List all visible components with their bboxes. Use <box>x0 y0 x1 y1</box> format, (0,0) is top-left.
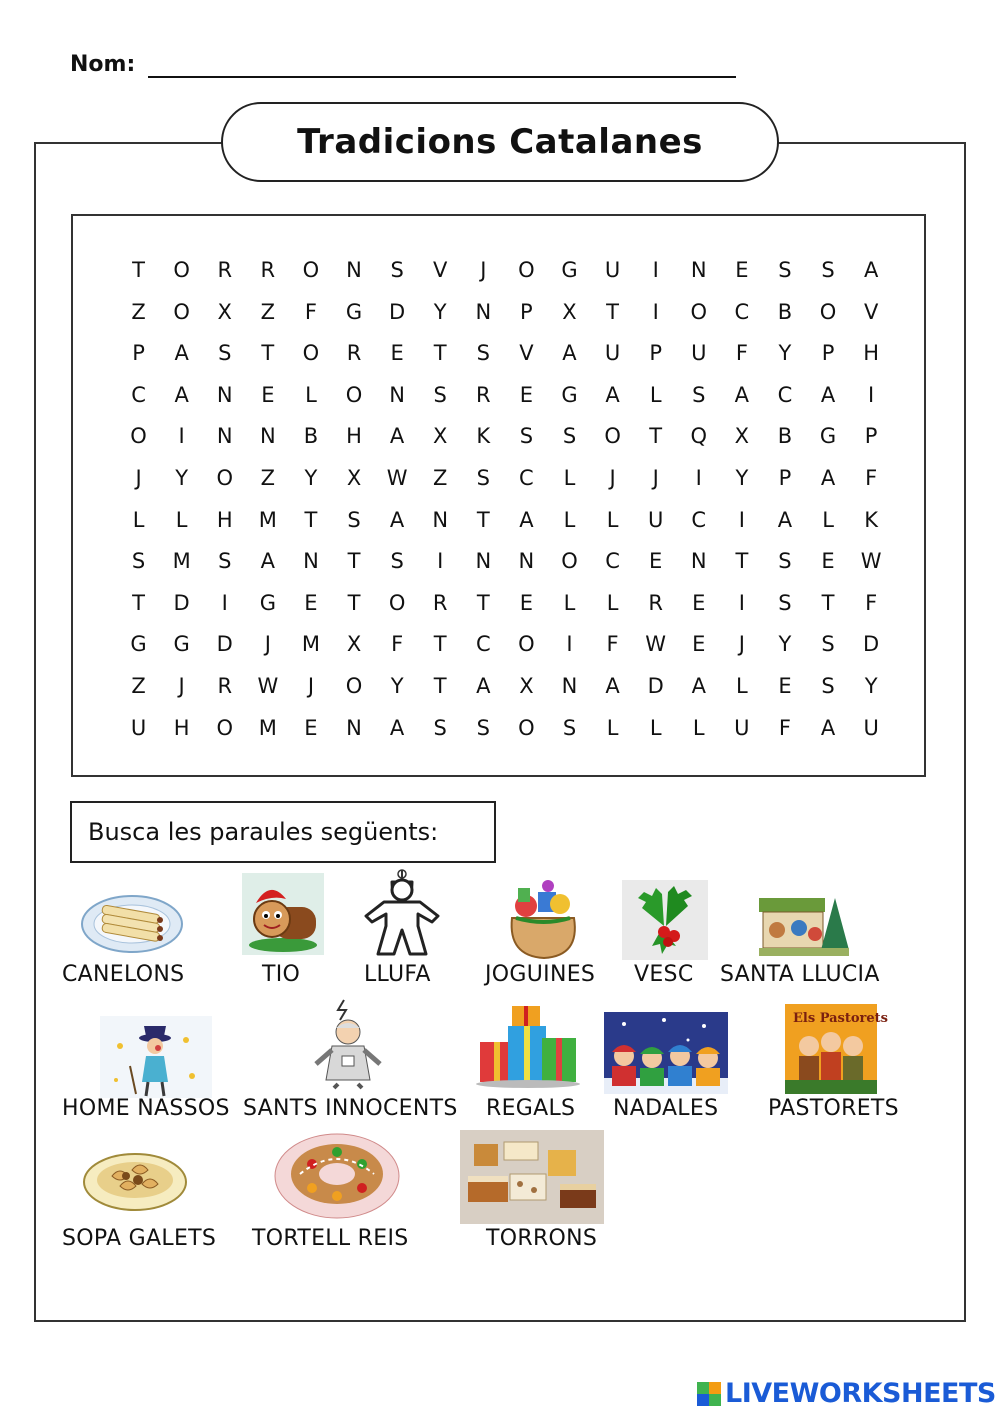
grid-letter[interactable]: A <box>820 382 836 407</box>
worksheet-title: Tradicions Catalanes <box>221 102 779 182</box>
grid-letter[interactable]: X <box>346 465 362 490</box>
grid-letter[interactable]: L <box>305 382 317 407</box>
grid-letter[interactable]: E <box>692 590 706 615</box>
grid-letter[interactable]: M <box>172 549 191 574</box>
grid-letter[interactable]: I <box>652 258 659 282</box>
grid-letter[interactable]: K <box>476 424 491 449</box>
grid-letter[interactable]: T <box>433 341 447 366</box>
grid-letter[interactable]: F <box>391 632 404 657</box>
grid-letter[interactable]: D <box>647 673 664 698</box>
grid-letter[interactable]: R <box>217 258 233 282</box>
grid-letter[interactable]: G <box>259 590 276 615</box>
word-search-grid <box>117 250 893 749</box>
gift-boxes-icon <box>472 1002 584 1088</box>
grid-letter[interactable]: X <box>346 632 362 657</box>
grid-letter[interactable]: S <box>390 258 404 282</box>
grid-letter[interactable]: T <box>433 673 447 698</box>
word-label-canelons: CANELONS <box>62 962 185 987</box>
grid-letter[interactable]: T <box>821 590 835 615</box>
grid-letter[interactable]: Y <box>778 632 792 657</box>
grid-letter[interactable]: H <box>173 715 190 740</box>
grid-letter[interactable]: J <box>738 632 745 657</box>
carol-singers-icon <box>604 1012 728 1094</box>
grid-letter[interactable]: O <box>130 424 147 449</box>
grid-letter[interactable]: Y <box>390 673 404 698</box>
grid-letter[interactable]: X <box>433 424 448 449</box>
grid-letter[interactable]: A <box>734 382 750 407</box>
grid-letter[interactable]: A <box>260 549 276 574</box>
home-nassos-icon <box>100 1016 212 1098</box>
grid-letter[interactable]: O <box>345 673 363 698</box>
grid-letter[interactable]: W <box>860 549 882 574</box>
mistletoe-icon <box>622 880 708 960</box>
grid-letter[interactable]: O <box>690 299 708 324</box>
grid-letter[interactable]: L <box>175 507 188 532</box>
grid-letter[interactable]: O <box>302 341 320 366</box>
grid-letter[interactable]: S <box>778 549 792 574</box>
word-label-sants-innocents: SANTS INNOCENTS <box>243 1096 458 1121</box>
logo-text: LIVEWORKSHEETS <box>725 1378 996 1409</box>
grid-letter[interactable]: R <box>648 590 663 615</box>
grid-letter[interactable]: N <box>432 507 449 532</box>
grid-letter[interactable]: N <box>346 715 362 740</box>
grid-letter[interactable]: J <box>652 465 659 490</box>
grid-letter[interactable]: Z <box>131 299 146 324</box>
grid-letter[interactable]: O <box>388 590 406 615</box>
grid-letter[interactable]: T <box>304 507 318 532</box>
grid-letter[interactable]: O <box>302 258 320 282</box>
liveworksheets-logo <box>697 1378 996 1409</box>
grid-letter[interactable]: T <box>132 258 145 282</box>
grid-letter[interactable]: L <box>132 507 145 532</box>
grid-letter[interactable]: X <box>519 673 534 698</box>
grid-letter[interactable]: A <box>476 673 491 698</box>
grid-letter[interactable]: J <box>135 465 142 490</box>
grid-letter[interactable]: L <box>692 715 705 740</box>
grid-letter[interactable]: S <box>218 341 232 366</box>
grid-letter[interactable]: O <box>173 258 190 282</box>
grid-letter[interactable]: T <box>261 341 275 366</box>
grid-letter[interactable]: L <box>649 382 662 407</box>
grid-letter[interactable]: U <box>604 341 621 366</box>
liveworksheets-logo-icon <box>697 1382 721 1406</box>
toy-sack-icon <box>504 878 582 960</box>
grid-letter[interactable]: N <box>475 549 492 574</box>
grid-letter[interactable]: L <box>736 673 748 698</box>
grid-letter[interactable]: S <box>218 549 232 574</box>
grid-letter[interactable]: K <box>864 507 879 532</box>
grid-letter[interactable]: G <box>345 299 363 324</box>
grid-letter[interactable]: A <box>174 341 189 366</box>
grid-letter[interactable]: N <box>346 258 362 282</box>
grid-letter[interactable]: N <box>303 549 319 574</box>
name-label: Nom: <box>70 52 136 77</box>
grid-letter[interactable]: S <box>347 507 361 532</box>
canelons-plate-icon <box>80 888 184 956</box>
grid-letter[interactable]: D <box>863 632 880 657</box>
innocent-prank-icon <box>308 996 386 1090</box>
name-line <box>148 76 736 78</box>
grid-letter[interactable]: P <box>649 341 662 366</box>
grid-letter[interactable]: N <box>475 299 492 324</box>
grid-letter[interactable]: A <box>562 341 577 366</box>
grid-letter[interactable]: X <box>734 424 750 449</box>
grid-letter[interactable]: N <box>690 549 707 574</box>
grid-letter[interactable]: T <box>132 590 145 615</box>
grid-letter[interactable]: S <box>821 258 835 282</box>
grid-letter[interactable]: O <box>216 715 233 740</box>
grid-letter[interactable]: O <box>561 549 578 574</box>
tortell-cake-icon <box>272 1128 402 1220</box>
grid-letter[interactable]: N <box>216 382 233 407</box>
grid-letter[interactable]: H <box>216 507 233 532</box>
grid-letter[interactable]: Z <box>260 465 276 490</box>
llufa-paper-doll-icon <box>362 868 442 958</box>
word-label-regals: REGALS <box>486 1096 576 1121</box>
word-label-pastorets: PASTORETS <box>768 1096 899 1121</box>
grid-letter[interactable]: O <box>216 465 233 490</box>
grid-letter[interactable]: U <box>863 715 879 740</box>
grid-letter[interactable]: A <box>605 382 620 407</box>
grid-letter[interactable]: O <box>604 424 621 449</box>
grid-letter[interactable]: L <box>606 507 619 532</box>
grid-letter[interactable]: O <box>518 632 535 657</box>
grid-letter[interactable]: I <box>738 507 745 532</box>
grid-letter[interactable]: X <box>217 299 232 324</box>
grid-letter[interactable]: Q <box>690 424 708 449</box>
grid-letter[interactable]: A <box>174 382 189 407</box>
grid-letter[interactable]: F <box>304 299 317 324</box>
grid-letter[interactable]: I <box>178 424 185 449</box>
grid-letter[interactable]: A <box>820 715 836 740</box>
grid-letter[interactable]: N <box>518 549 535 574</box>
grid-letter[interactable]: M <box>258 715 277 740</box>
grid-letter[interactable]: H <box>863 341 880 366</box>
grid-letter[interactable]: F <box>778 715 791 740</box>
grid-letter[interactable]: J <box>307 673 315 698</box>
instructions-box: Busca les paraules següents: <box>70 801 496 863</box>
grid-letter[interactable]: W <box>645 632 667 657</box>
grid-letter[interactable]: V <box>863 299 879 324</box>
grid-letter[interactable]: T <box>649 424 663 449</box>
grid-letter[interactable]: N <box>690 258 707 282</box>
grid-letter[interactable]: T <box>347 590 361 615</box>
grid-letter[interactable]: G <box>130 632 147 657</box>
grid-letter[interactable]: A <box>605 673 620 698</box>
grid-letter[interactable]: V <box>433 258 448 282</box>
grid-letter[interactable]: Z <box>433 465 448 490</box>
grid-letter[interactable]: C <box>734 299 750 324</box>
grid-letter[interactable]: E <box>735 258 749 282</box>
grid-letter[interactable]: D <box>389 299 406 324</box>
tio-log-icon <box>242 873 324 955</box>
grid-letter[interactable]: T <box>476 590 490 615</box>
word-label-joguines: JOGUINES <box>485 962 596 987</box>
grid-letter[interactable]: I <box>652 299 659 324</box>
grid-letter[interactable]: U <box>130 715 147 740</box>
grid-letter[interactable]: F <box>865 590 878 615</box>
grid-letter[interactable]: I <box>738 590 745 615</box>
grid-letter[interactable]: M <box>301 632 320 657</box>
grid-letter[interactable]: G <box>819 424 837 449</box>
grid-letter[interactable]: S <box>131 549 146 574</box>
pastorets-poster-icon <box>785 1004 888 1094</box>
grid-letter[interactable]: V <box>519 341 534 366</box>
grid-letter[interactable]: B <box>777 299 793 324</box>
grid-letter[interactable]: A <box>519 507 534 532</box>
grid-letter[interactable]: S <box>821 632 835 657</box>
grid-letter[interactable]: D <box>173 590 190 615</box>
grid-letter[interactable]: L <box>606 715 619 740</box>
word-label-sopa-galets: SOPA GALETS <box>62 1226 217 1251</box>
grid-letter[interactable]: M <box>258 507 277 532</box>
word-label-nadales: NADALES <box>613 1096 719 1121</box>
grid-letter[interactable]: O <box>819 299 837 324</box>
grid-letter[interactable]: U <box>647 507 664 532</box>
grid-letter[interactable]: S <box>476 715 490 740</box>
word-label-tortell-reis: TORTELL REIS <box>252 1226 409 1251</box>
grid-letter[interactable]: F <box>865 465 878 490</box>
grid-letter[interactable]: L <box>606 590 619 615</box>
grid-letter[interactable]: E <box>304 715 318 740</box>
grid-letter[interactable]: T <box>606 299 619 324</box>
grid-letter[interactable]: E <box>261 382 275 407</box>
grid-letter[interactable]: F <box>606 632 619 657</box>
grid-letter[interactable]: E <box>519 382 534 407</box>
grid-letter[interactable]: Z <box>260 299 276 324</box>
grid-letter[interactable]: R <box>346 341 362 366</box>
grid-letter[interactable]: P <box>520 299 533 324</box>
grid-letter[interactable]: N <box>216 424 233 449</box>
grid-letter[interactable]: L <box>563 507 576 532</box>
grid-letter[interactable]: Z <box>131 673 146 698</box>
grid-letter[interactable]: A <box>691 673 706 698</box>
grid-letter[interactable]: H <box>346 424 362 449</box>
grid-letter[interactable]: S <box>778 590 792 615</box>
grid-letter[interactable]: T <box>476 507 490 532</box>
grid-letter[interactable]: P <box>864 424 878 449</box>
grid-letter[interactable]: L <box>563 465 576 490</box>
grid-letter[interactable]: E <box>692 632 706 657</box>
grid-letter[interactable]: W <box>257 673 279 698</box>
grid-letter[interactable]: T <box>433 632 447 657</box>
grid-letter[interactable]: O <box>173 299 190 324</box>
grid-letter[interactable]: S <box>433 715 447 740</box>
grid-letter[interactable]: S <box>692 382 706 407</box>
grid-letter[interactable]: C <box>519 465 534 490</box>
grid-letter[interactable]: E <box>778 673 792 698</box>
grid-letter[interactable]: A <box>863 258 879 282</box>
word-label-llufa: LLUFA <box>364 962 431 987</box>
soup-bowl-icon <box>82 1146 188 1214</box>
christmas-market-icon <box>755 890 853 958</box>
grid-letter[interactable]: S <box>562 715 577 740</box>
grid-letter[interactable]: X <box>562 299 577 324</box>
grid-letter[interactable]: G <box>561 382 578 407</box>
turron-pieces-icon <box>460 1130 604 1224</box>
pastorets-poster-text: Els Pastorets <box>793 1011 888 1026</box>
grid-letter[interactable]: A <box>777 507 793 532</box>
grid-letter[interactable]: G <box>561 258 578 282</box>
grid-letter[interactable]: Y <box>304 465 318 490</box>
grid-letter[interactable]: S <box>778 258 792 282</box>
grid-letter[interactable]: O <box>518 715 535 740</box>
grid-letter[interactable]: C <box>475 632 491 657</box>
grid-letter[interactable]: S <box>821 673 835 698</box>
grid-letter[interactable]: O <box>518 258 535 282</box>
grid-letter[interactable]: P <box>778 465 792 490</box>
grid-letter[interactable]: S <box>519 424 534 449</box>
grid-letter[interactable]: J <box>609 465 616 490</box>
grid-letter[interactable]: P <box>132 341 145 366</box>
grid-letter[interactable]: A <box>820 465 836 490</box>
grid-letter[interactable]: E <box>390 341 404 366</box>
word-label-torrons: TORRONS <box>486 1226 598 1251</box>
grid-letter[interactable]: J <box>178 673 185 698</box>
grid-letter[interactable]: E <box>304 590 318 615</box>
grid-letter[interactable]: D <box>216 632 233 657</box>
grid-letter[interactable]: N <box>259 424 276 449</box>
grid-letter[interactable]: T <box>735 549 749 574</box>
grid-letter[interactable]: I <box>566 632 573 657</box>
grid-letter[interactable]: N <box>561 673 578 698</box>
grid-letter[interactable]: P <box>821 341 835 366</box>
grid-letter[interactable]: U <box>734 715 750 740</box>
grid-letter[interactable]: I <box>437 549 444 574</box>
word-label-santa-llucia: SANTA LLUCIA <box>720 962 880 987</box>
grid-letter[interactable]: R <box>476 382 491 407</box>
grid-letter[interactable]: W <box>386 465 408 490</box>
grid-letter[interactable]: S <box>476 341 490 366</box>
grid-letter[interactable]: C <box>605 549 620 574</box>
grid-letter[interactable]: S <box>476 465 490 490</box>
grid-letter[interactable]: I <box>868 382 875 407</box>
grid-letter[interactable]: Y <box>735 465 749 490</box>
grid-letter[interactable]: J <box>480 258 487 282</box>
grid-letter[interactable]: L <box>649 715 662 740</box>
grid-letter[interactable]: O <box>345 382 363 407</box>
grid-letter[interactable]: T <box>347 549 361 574</box>
grid-letter[interactable]: Y <box>778 341 792 366</box>
grid-letter[interactable]: A <box>389 507 405 532</box>
grid-letter[interactable]: U <box>691 341 707 366</box>
grid-letter[interactable]: E <box>649 549 663 574</box>
grid-letter[interactable]: A <box>389 715 405 740</box>
grid-letter[interactable]: U <box>604 258 621 282</box>
grid-letter[interactable]: L <box>822 507 834 532</box>
grid-letter[interactable]: C <box>777 382 793 407</box>
word-label-home-nassos: HOME NASSOS <box>62 1096 230 1121</box>
grid-letter[interactable]: B <box>777 424 793 449</box>
grid-letter[interactable]: S <box>390 549 404 574</box>
grid-letter[interactable]: I <box>695 465 702 490</box>
grid-letter[interactable]: N <box>389 382 405 407</box>
grid-letter[interactable]: J <box>264 632 271 657</box>
grid-letter[interactable]: G <box>173 632 190 657</box>
word-label-vesc: VESC <box>634 962 694 987</box>
grid-letter[interactable]: A <box>389 424 405 449</box>
grid-letter[interactable]: R <box>217 673 233 698</box>
grid-letter[interactable]: C <box>131 382 146 407</box>
grid-letter[interactable]: B <box>303 424 319 449</box>
grid-letter[interactable]: F <box>735 341 748 366</box>
grid-letter[interactable]: S <box>562 424 577 449</box>
grid-letter[interactable]: Y <box>864 673 878 698</box>
grid-letter[interactable]: Y <box>175 465 189 490</box>
grid-letter[interactable]: L <box>563 590 576 615</box>
grid-letter[interactable]: E <box>519 590 534 615</box>
word-label-tio: TIO <box>262 962 301 987</box>
grid-letter[interactable]: I <box>221 590 228 615</box>
grid-letter[interactable]: R <box>260 258 276 282</box>
grid-letter[interactable]: C <box>691 507 707 532</box>
grid-letter[interactable]: E <box>821 549 835 574</box>
grid-letter[interactable]: Y <box>433 299 447 324</box>
grid-letter[interactable]: S <box>433 382 447 407</box>
grid-letter[interactable]: R <box>432 590 448 615</box>
